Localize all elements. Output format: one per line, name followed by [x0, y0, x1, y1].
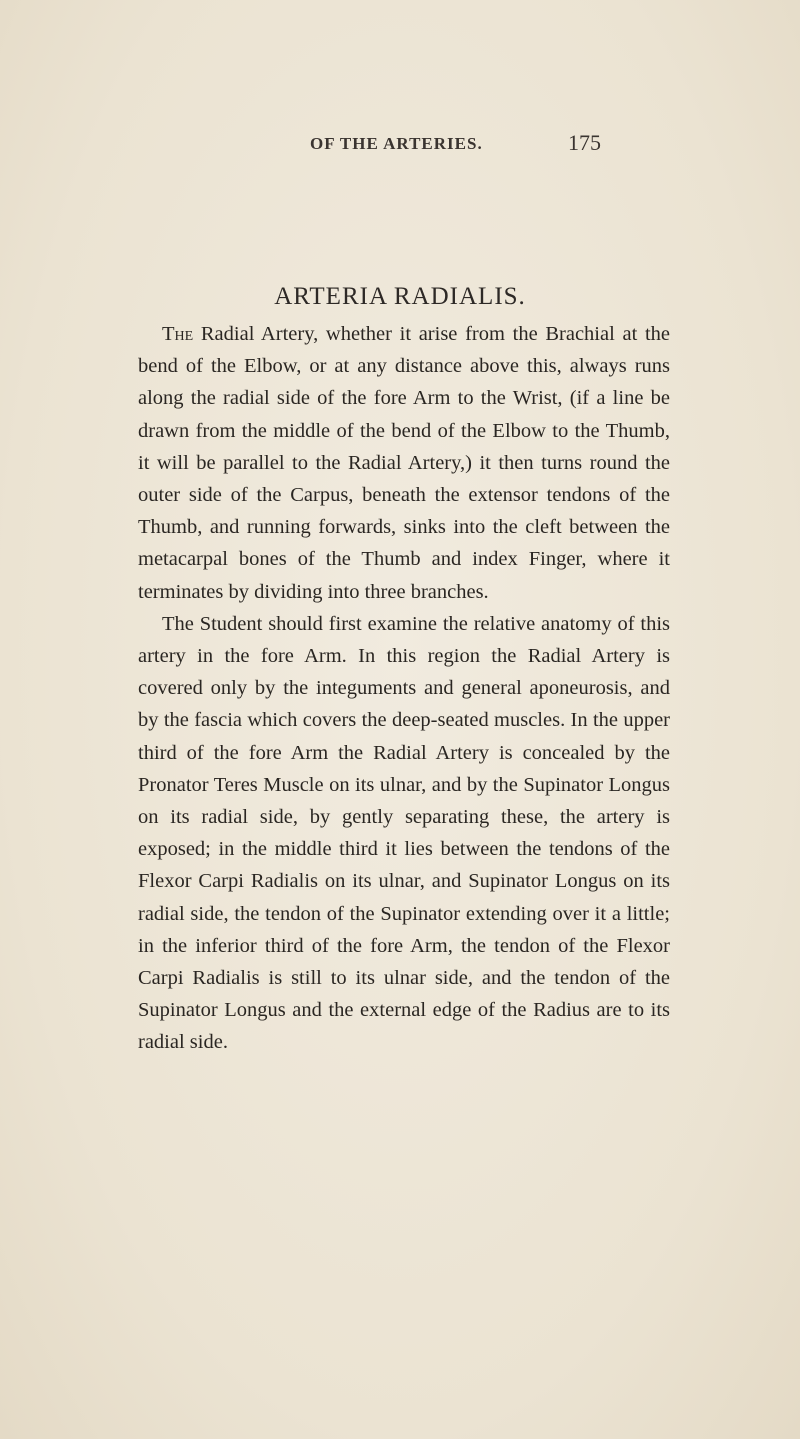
paragraph-2 [138, 608, 670, 1059]
running-head-title: OF THE ARTERIES. [310, 134, 483, 153]
paragraph-2-text: The Student should first examine the relative anatomy of this artery in the fore Arm. In this region the Radial Artery is covered only by the integuments and general aponeurosis, and by the fascia which covers the deep-seated muscles. In the upper third of the fore Arm the Radial Artery is concealed by the Pronator Teres Muscle on its ulnar, and by the Supinator Longus on its radial side, by gently separating these, the artery is exposed; in the middle third it lies between the tendons of the Flexor Carpi Radialis on its ulnar, and Supinator Longus on its radial side, the tendon of the Supinator extending over it a little; in the inferior third of the fore Arm, the tendon of the Flexor Carpi Radialis is still to its ulnar side, and the tendon of the Supinator Longus and the external edge of the Radius are to its radial side. [138, 612, 670, 1054]
paragraph-1-text: Radial Artery, whether it arise from the Brachial at the bend of the Elbow, or at any distance above this, always runs along the radial side of the fore Arm to the Wrist, (if a line be drawn from the middle of the bend of the Elbow to the Thumb, it will be parallel to the Radial Artery,) it then turns round the outer side of the Carpus, beneath the extensor tendons of the Thumb, and running forwards, sinks into the cleft between the metacarpal bones of the Thumb and index Finger, where it terminates by dividing into three branches. [138, 323, 670, 603]
body-text [138, 318, 670, 1059]
paragraph-lead-word: The [162, 323, 194, 345]
section-heading: ARTERIA RADIALIS. [274, 283, 526, 310]
page-number: 175 [568, 130, 601, 155]
paragraph-1 [138, 318, 670, 608]
running-head [310, 130, 750, 160]
